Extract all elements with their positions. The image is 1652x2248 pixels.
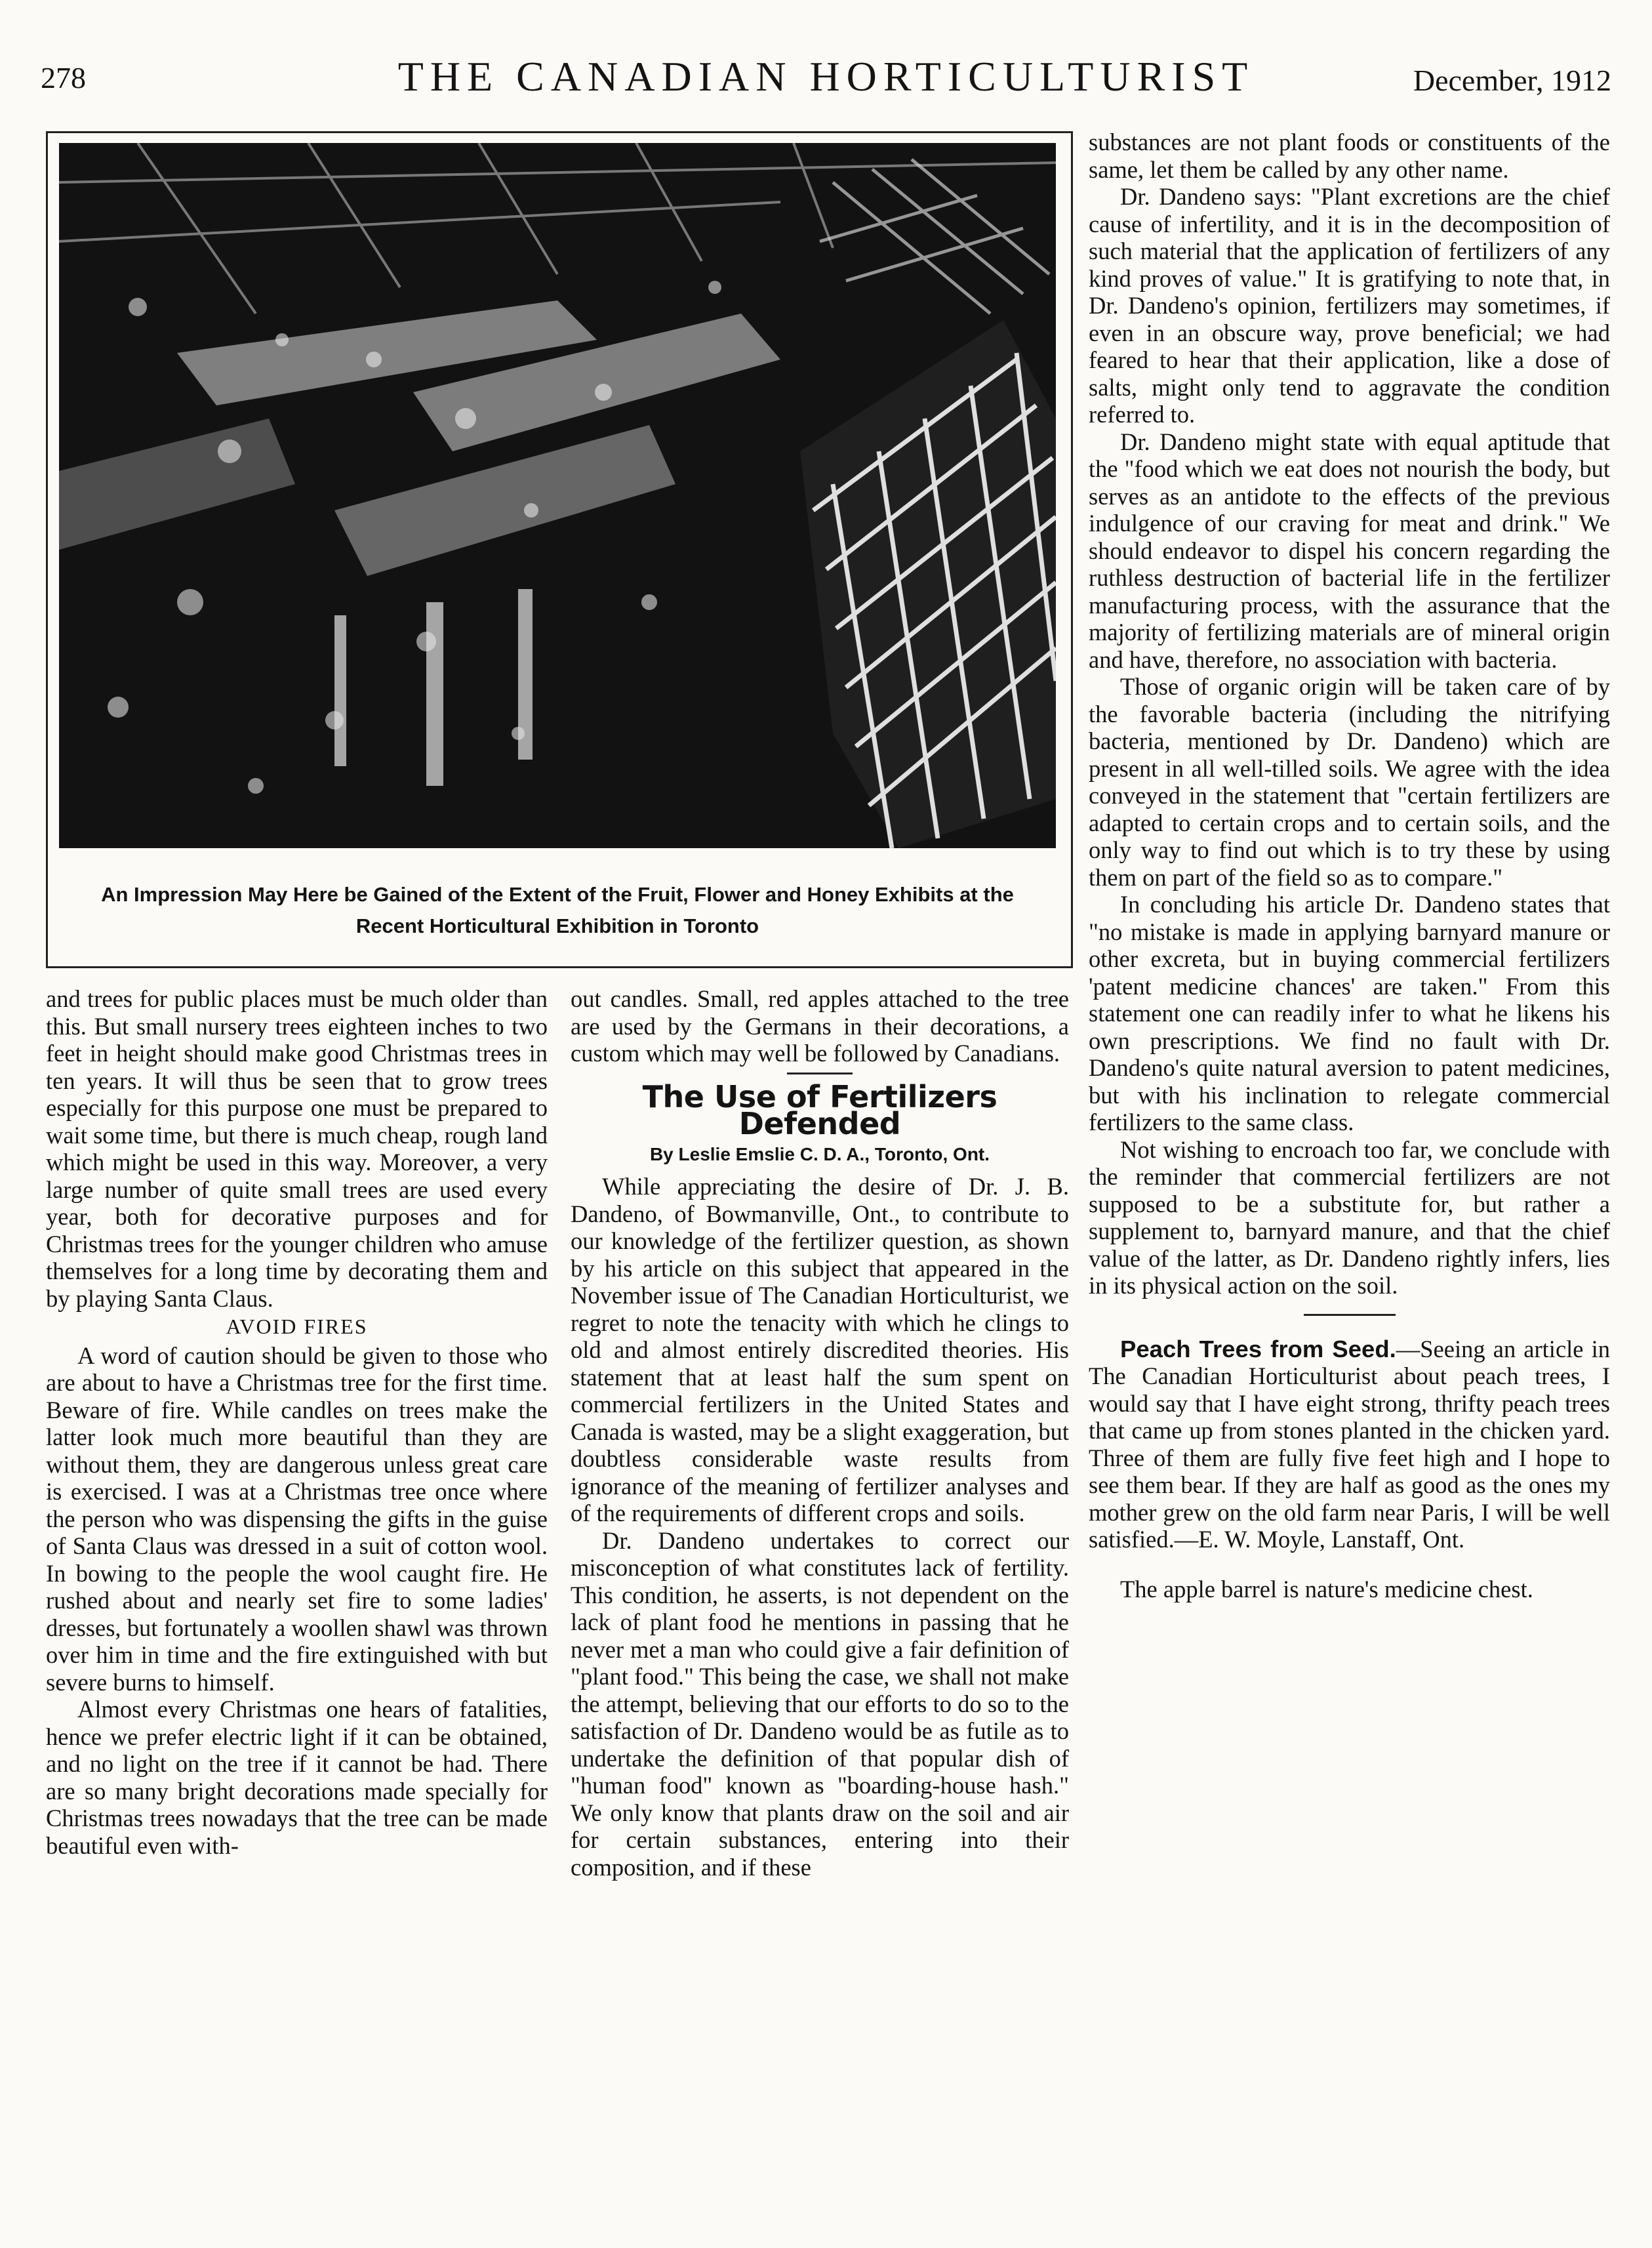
page-number: 278: [41, 61, 86, 94]
right-column: [1089, 129, 1610, 1603]
left-paragraph-2: A word of caution should be given to those who are about to have a Christmas tree for the first time. Beware of fire. While candles on trees make the latter look much more beautiful than they are without them, they are dangerous unless great care is exercised. I was at a Christmas tree once where the person who was dispensing the gifts in the guise of Santa Claus was dressed in a suit of cotton wool. In bowing to the people the wool caught fire. He rushed about and nearly set fire to some ladies' dresses, but fortunately a woollen shawl was thrown over him in time and the fire extinguished with but severe burns to himself.: [46, 1341, 548, 1696]
figure-caption: An Impression May Here be Gained of the Extent of the Fruit, Flower and Honey Exhibits at the Recent Horticultural Exhibition in Toronto: [101, 883, 1014, 938]
article-title: The Use of Fertilizers Defended: [642, 1078, 997, 1141]
left-paragraph-3: Almost every Christmas one hears of fatalities, hence we prefer electric light if it can be obtained, and no light on the tree if it cannot be had. There are so many bright decorations made specially for Christmas trees nowadays that the tree can be made beautiful even with-: [46, 1696, 548, 1859]
left-paragraph-1: and trees for public places must be much older than this. But small nursery trees eighteen inches to two feet in height should make good Christmas trees in ten years. It will thus be seen that to grow trees especially for this purpose one must be prepared to wait some time, but there is much cheap, rough land which might be used in this way. Moreover, a very large number of quite small trees are used every year, both for decorative purposes and for Christmas trees for the younger children who amuse themselves for a long time by decorating them and by playing Santa Claus.: [46, 985, 548, 1312]
middle-column: [571, 985, 1069, 1881]
journal-title: THE CANADIAN HORTICULTURIST: [397, 53, 1255, 100]
peach-trees-note: [1089, 1336, 1610, 1553]
right-paragraph-1: substances are not plant foods or constituents of the same, let them be called by any other name.: [1089, 129, 1610, 183]
peach-trees-runin-heading: Peach Trees from Seed.: [1120, 1335, 1396, 1362]
exhibition-photo: [59, 143, 1056, 848]
section-divider: [1304, 1314, 1396, 1316]
apple-barrel-note: The apple barrel is nature's medicine chest.: [1120, 1575, 1533, 1603]
middle-paragraph-3: Dr. Dandeno undertakes to correct our misconception of what constitutes lack of fertility. This condition, he asserts, is not dependent on the lack of plant food he mentions in passing that he never met a man who could give a fair definition of "plant food." This being the case, we shall not make the attempt, believing that our efforts to do so to the satisfaction of Dr. Dandeno would be as futile as to undertake the definition of that popular dish of "human food" known as "boarding-house hash." We only know that plants draw on the soil and air for certain substances, entering into their composition, and if these: [571, 1526, 1069, 1881]
right-paragraph-4: Those of organic origin will be taken care of by the favorable bacteria (including the nitrifying bacteria, mentioned by Dr. Dandeno) which are present in all well-tilled soils. We agree with the idea conveyed in the statement that "certain fertilizers are adapted to certain crops and to certain soils, and the only way to find out which is to try these by using them on part of the field so as to compare.": [1089, 673, 1610, 891]
avoid-fires-subhead: AVOID FIRES: [226, 1315, 368, 1338]
middle-paragraph-1: out candles. Small, red apples attached to the tree are used by the Germans in their decorations, a custom which may well be followed by Canadians.: [571, 985, 1069, 1067]
section-divider: [787, 1073, 853, 1074]
exhibition-photo-illustration: [59, 143, 1056, 848]
right-paragraph-2: Dr. Dandeno says: "Plant excretions are the chief cause of infertility, and it is in the decomposition of such material that the application of fertilizers of any kind proves of value." It is gratifying to note that, in Dr. Dandeno's opinion, fertilizers may sometimes, if even in an obscure way, prove beneficial; we had feared to hear that their application, like a dose of salts, might only tend to aggravate the condition referred to.: [1089, 183, 1610, 428]
left-column: [46, 985, 548, 1859]
middle-paragraph-2: While appreciating the desire of Dr. J. B. Dandeno, of Bowmanville, Ont., to contribute to our knowledge of the fertilizer question, as shown by his article on this subject that appeared in the November issue of The Canadian Horticulturist, we regret to note the tenacity with which he clings to old and almost entirely discredited theories. His statement that at least half the sum spent on commercial fertilizers in the United States and Canada is wasted, may be a slight exaggeration, but doubtless considerable waste results from ignorance of the meaning of fertilizer analyses and of the requirements of different crops and soils.: [571, 1173, 1069, 1526]
right-paragraph-5: In concluding his article Dr. Dandeno states that "no mistake is made in applying barnyard manure or other excreta, but in buying commercial fertilizers 'patent medicine chances' are taken." From this statement one can readily infer to what he likens his own prescriptions. We find no fault with Dr. Dandeno's quite natural aversion to patent medicines, but with his inclination to relegate commercial fertilizers to the same class.: [1089, 891, 1610, 1135]
article-byline: By Leslie Emslie C. D. A., Toronto, Ont.: [649, 1143, 990, 1164]
right-paragraph-3: Dr. Dandeno might state with equal aptitude that the "food which we eat does not nourish the body, but serves as an antidote to the effects of the previous indulgence of our craving for meat and drink." We should endeavor to dispel his concern regarding the ruthless destruction of bacterial life in the fertilizer manufacturing process, with the assurance that the majority of fertilizing materials are of mineral origin and have, therefore, no association with bacteria.: [1089, 428, 1610, 673]
issue-date: December, 1912: [1413, 64, 1611, 97]
right-paragraph-6: Not wishing to encroach too far, we conclude with the reminder that commercial fertilizers are not supposed to be a substitute for, but rather a supplement to, barnyard manure, and that the chief value of the latter, as Dr. Dandeno rightly infers, lies in its physical action on the soil.: [1089, 1135, 1610, 1299]
peach-trees-body: —Seeing an article in The Canadian Horticulturist about peach trees, I would say that I have eight strong, thrifty peach trees that came up from stones planted in the chicken yard. Three of them are fully five feet high and I hope to see them bear. If they are half as good as the ones my mother grew on the old farm near Paris, I will be well satisfied.—E. W. Moyle, Lanstaff, Ont.: [1089, 1335, 1610, 1553]
